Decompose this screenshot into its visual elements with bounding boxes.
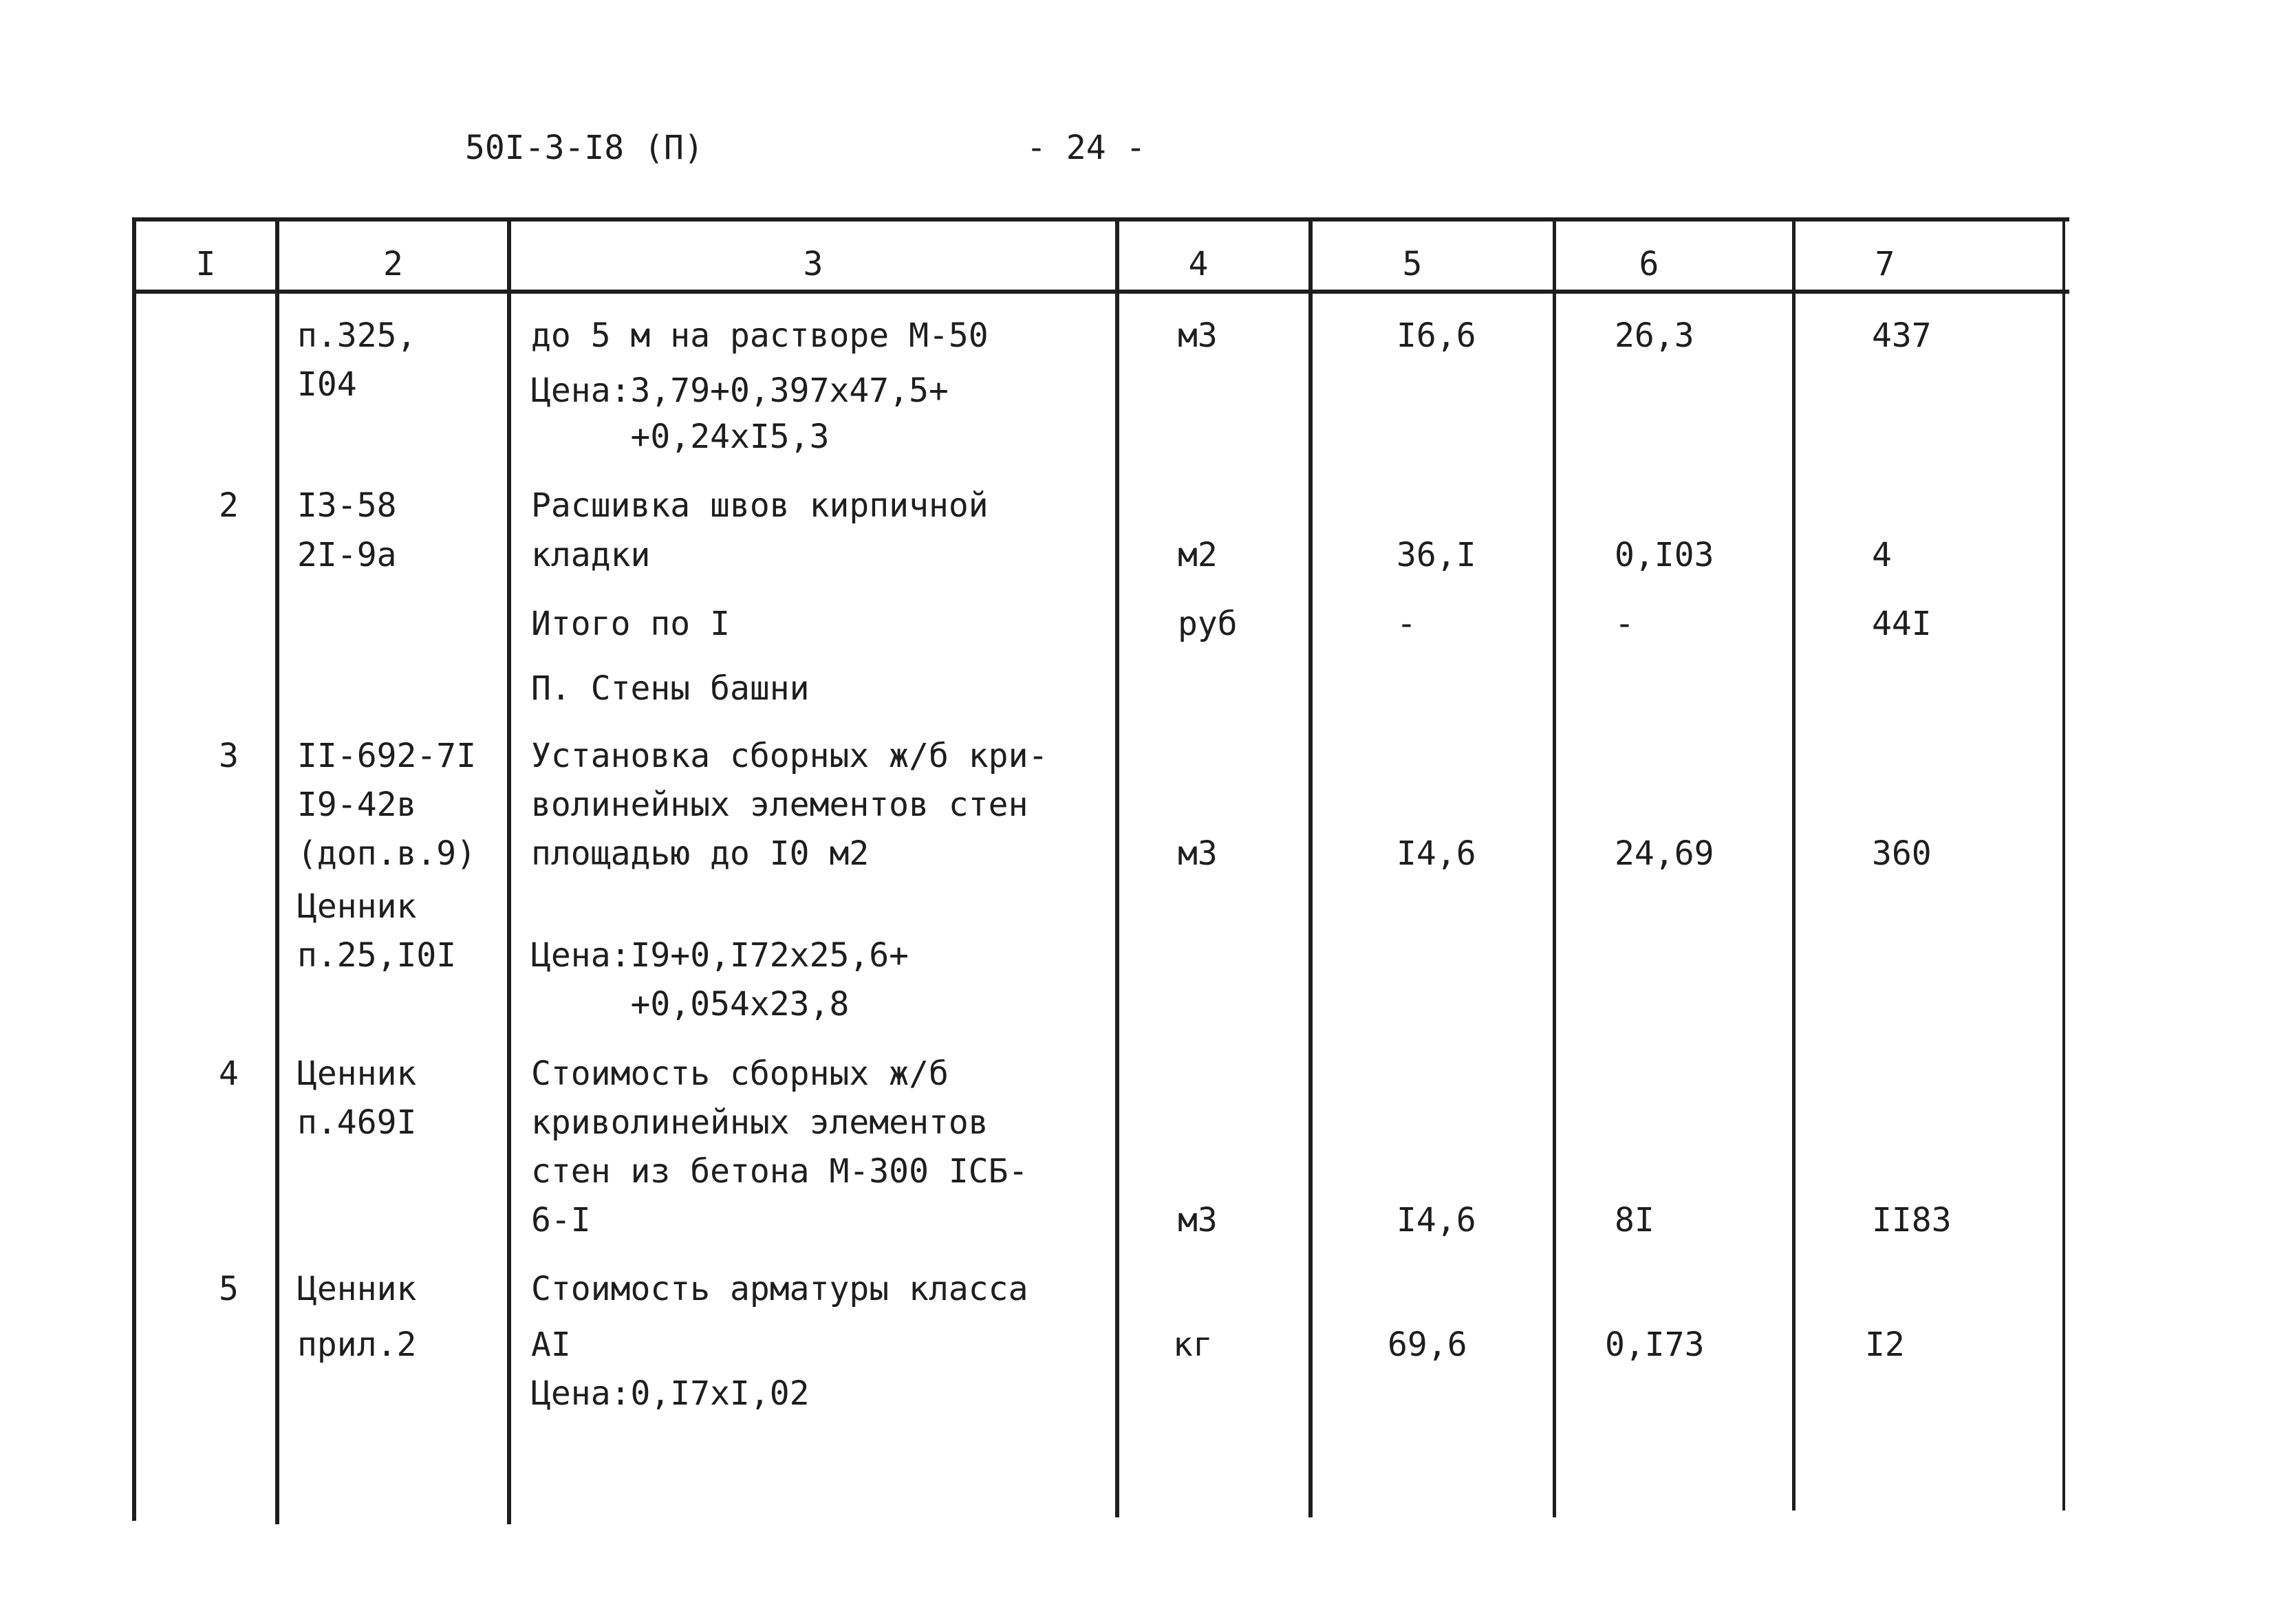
col-border-7: [2062, 217, 2065, 1511]
col-header-2: 2: [383, 245, 403, 283]
document-code: 50I-3-I8 (П): [465, 129, 704, 167]
row4-desc-line4: 6-I: [531, 1201, 591, 1239]
row1-ref-line2: I04: [297, 365, 357, 404]
row2-total: 4: [1872, 536, 1892, 574]
row4-desc-line3: стен из бетона М-300 IСБ-: [531, 1152, 1028, 1191]
row5-unit: кг: [1173, 1325, 1213, 1364]
row4-ref-line2: п.469I: [297, 1103, 417, 1142]
row3-num: 3: [219, 737, 239, 775]
col-header-3: 3: [803, 245, 823, 283]
row3-total: 360: [1872, 834, 1932, 873]
row5-num: 5: [219, 1270, 239, 1308]
row1-total: 437: [1872, 316, 1932, 355]
row2-qty: 36,I: [1397, 536, 1476, 574]
row2-ref-line1: I3-58: [297, 486, 397, 525]
table-top-border: [136, 217, 2069, 221]
row5-ref-line2: прил.2: [297, 1325, 417, 1364]
col-border-0: [132, 217, 136, 1521]
col-border-1: [275, 217, 279, 1524]
row3-desc-line5: Цена:I9+0,I72х25,6+: [531, 936, 909, 975]
row3-price: 24,69: [1615, 834, 1714, 873]
row1-desc-line2: Цена:3,79+0,397х47,5+: [531, 371, 949, 410]
row3-desc-line6: +0,054х23,8: [531, 985, 850, 1024]
col-header-4: 4: [1188, 245, 1209, 283]
row5-desc-line2: АI: [531, 1325, 571, 1364]
row1-price: 26,3: [1615, 316, 1694, 355]
row5-desc-line1: Стоимость арматуры класса: [531, 1270, 1028, 1308]
row1-ref-line1: п.325,: [297, 316, 417, 355]
row1-desc-line3: +0,24хI5,3: [531, 418, 830, 456]
row5-qty: 69,6: [1388, 1325, 1467, 1364]
row3-ref-line2: I9-42в: [297, 786, 417, 824]
col-header-5: 5: [1402, 245, 1423, 283]
header-bottom-border: [136, 290, 2069, 294]
row1-qty: I6,6: [1397, 316, 1476, 355]
row5-ref-line1: Ценник: [297, 1270, 417, 1308]
row2-ref-line2: 2I-9а: [297, 536, 397, 574]
row5-price: 0,I73: [1605, 1325, 1705, 1364]
col-border-2: [507, 217, 511, 1524]
subtotal-qty: -: [1397, 605, 1416, 643]
row4-num: 4: [219, 1054, 239, 1093]
row5-desc-line3: Цена:0,I7хI,02: [531, 1374, 810, 1413]
row3-unit: м3: [1178, 834, 1218, 873]
row4-desc-line1: Стоимость сборных ж/б: [531, 1054, 949, 1093]
row2-num: 2: [219, 486, 239, 525]
col-border-6: [1792, 217, 1796, 1511]
row2-desc-line2: кладки: [531, 536, 651, 574]
row2-price: 0,I03: [1615, 536, 1714, 574]
subtotal-total: 44I: [1872, 605, 1932, 643]
row3-desc-line1: Установка сборных ж/б кри-: [531, 737, 1048, 775]
row4-unit: м3: [1178, 1201, 1218, 1239]
row5-total: I2: [1865, 1325, 1905, 1364]
row4-ref-line1: Ценник: [297, 1054, 417, 1093]
subtotal-price: -: [1615, 605, 1635, 643]
row4-desc-line2: криволинейных элементов: [531, 1103, 989, 1142]
page-number: - 24 -: [1026, 129, 1146, 167]
row3-desc-line3: площадью до I0 м2: [531, 834, 870, 873]
row3-ref-line3: (доп.в.9): [297, 834, 477, 873]
col-border-3: [1115, 217, 1119, 1517]
row3-qty: I4,6: [1397, 834, 1476, 873]
subtotal-desc: Итого по I: [531, 605, 730, 643]
row1-desc-line1: до 5 м на растворе М-50: [531, 316, 989, 355]
subtotal-unit: руб: [1178, 605, 1238, 643]
col-header-7: 7: [1875, 245, 1895, 283]
col-header-6: 6: [1639, 245, 1659, 283]
col-border-4: [1308, 217, 1313, 1517]
row4-price: 8I: [1615, 1201, 1654, 1239]
row4-qty: I4,6: [1397, 1201, 1476, 1239]
row4-total: II83: [1872, 1201, 1952, 1239]
row2-unit: м2: [1178, 536, 1218, 574]
row3-desc-line2: волинейных элементов стен: [531, 786, 1028, 824]
row2-desc-line1: Расшивка швов кирпичной: [531, 486, 989, 525]
col-border-5: [1553, 217, 1556, 1517]
row1-unit: м3: [1178, 316, 1218, 355]
row3-ref-line5: п.25,I0I: [297, 936, 457, 975]
row3-ref-line1: II-692-7I: [297, 737, 477, 775]
row3-ref-line4: Ценник: [297, 887, 417, 926]
col-header-1: I: [195, 245, 216, 283]
section-heading: П. Стены башни: [531, 669, 810, 708]
